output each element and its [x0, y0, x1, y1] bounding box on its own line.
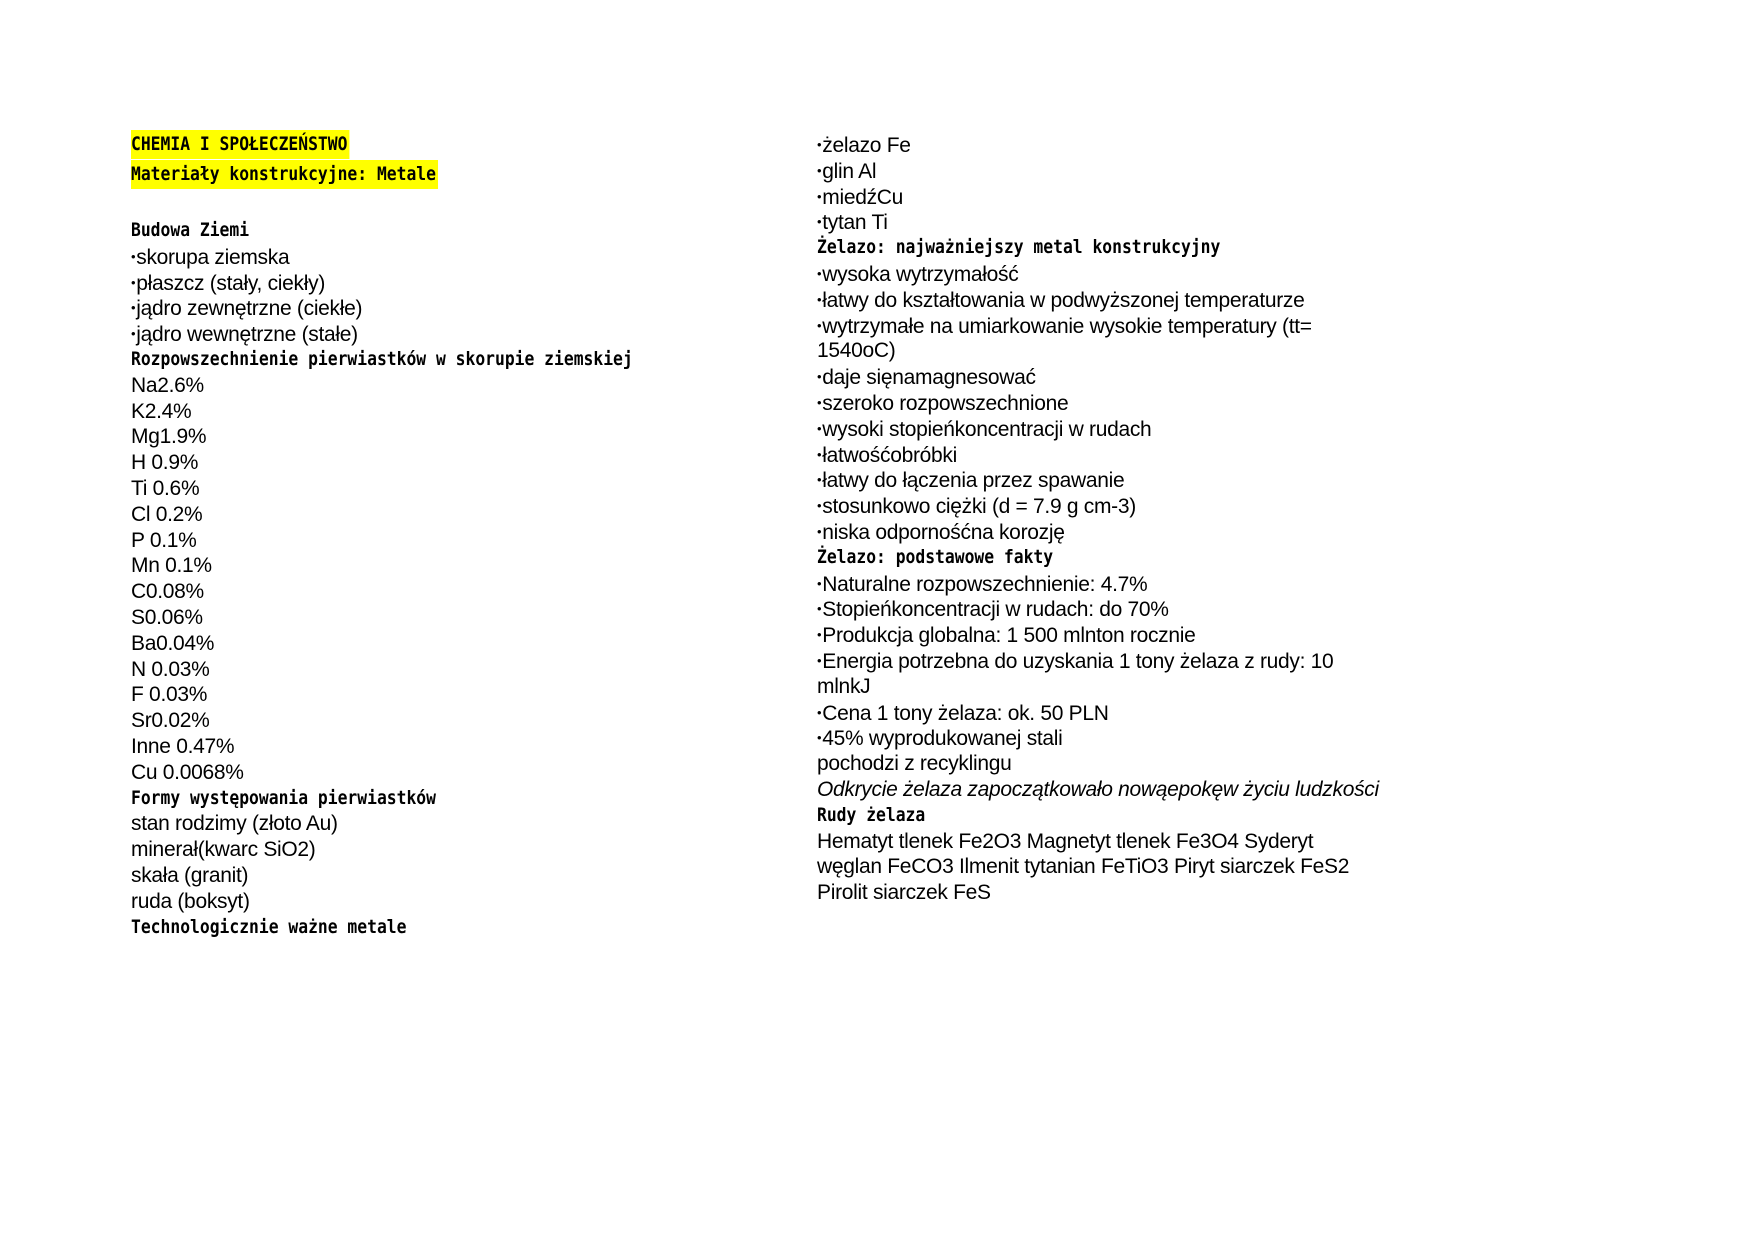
title-line-2-wrap [131, 160, 771, 190]
document-title: CHEMIA I SPOŁECZEŃSTWO [131, 130, 349, 159]
abundance-item: P 0.1% [131, 528, 197, 552]
fact-item: • Produkcja globalna: 1 500 mlnton rocznie [817, 622, 1457, 648]
fact-item: • Naturalne rozpowszechnienie: 4.7% [817, 571, 1457, 597]
fact-item: • Cena 1 tony żelaza: ok. 50 PLN [817, 700, 1457, 726]
abundance-item: C0.08% [131, 580, 204, 604]
spacer [131, 190, 771, 218]
ores-line: Pirolit siarczek FeS [817, 881, 991, 905]
fact-item-continuation: mlnkJ [817, 674, 871, 698]
abundance-item: Cl 0.2% [131, 502, 203, 526]
section-heading-ores: Rudy żelaza [817, 803, 926, 826]
discovery-note: Odkrycie żelaza zapoczątkowało nowąepokęw życiu ludzkości [817, 777, 1379, 801]
abundance-item: Sr0.02% [131, 709, 210, 733]
fact-item: • Energia potrzebna do uzyskania 1 tony żelaza z rudy: 10 [817, 648, 1457, 674]
abundance-item: S0.06% [131, 605, 203, 629]
section-heading-tech-metals: Technologicznie ważne metale [131, 915, 407, 938]
abundance-item: Na2.6% [131, 373, 204, 397]
iron-property: • niska odpornośćna korozję [817, 519, 1457, 545]
metal-item: • glin Al [817, 158, 1457, 184]
abundance-item: Inne 0.47% [131, 734, 235, 758]
abundance-item: Ti 0.6% [131, 476, 200, 500]
abundance-item: K2.4% [131, 399, 192, 423]
abundance-item: Mg1.9% [131, 425, 207, 449]
metal-item: • tytan Ti [817, 209, 1457, 235]
abundance-item: H 0.9% [131, 451, 199, 475]
iron-property-continuation: 1540oC) [817, 339, 896, 363]
iron-property: • daje sięnamagnesować [817, 364, 1457, 390]
fact-item: • Stopieńkoncentracji w rudach: do 70% [817, 596, 1457, 622]
abundance-item: Cu 0.0068% [131, 760, 244, 784]
list-item: • jądro zewnętrzne (ciekłe) [131, 295, 771, 321]
list-item: • jądro wewnętrzne (stałe) [131, 321, 771, 347]
forms-item: ruda (boksyt) [131, 889, 250, 913]
iron-property: • łatwy do łączenia przez spawanie [817, 467, 1457, 493]
iron-property: • wytrzymałe na umiarkowanie wysokie temperatury (tt= [817, 313, 1457, 339]
abundance-item: N 0.03% [131, 657, 210, 681]
document-subtitle: Materiały konstrukcyjne: Metale [131, 160, 438, 189]
iron-property: • łatwy do kształtowania w podwyższonej temperaturze [817, 287, 1457, 313]
right-column [817, 132, 1457, 906]
section-heading-forms: Formy występowania pierwiastków [131, 786, 436, 809]
section-heading-budowa: Budowa Ziemi [131, 219, 250, 241]
abundance-item: Ba0.04% [131, 631, 215, 655]
fact-item: • 45% wyprodukowanej stali [817, 725, 1457, 751]
section-heading-facts: Żelazo: podstawowe fakty [817, 545, 1054, 568]
title-line-1-wrap [131, 130, 771, 160]
forms-item: skała (granit) [131, 863, 249, 887]
section-heading-abundance: Rozpowszechnienie pierwiastków w skorupie ziemskiej [131, 347, 633, 370]
ores-line: węglan FeCO3 Ilmenit tytanian FeTiO3 Piryt siarczek FeS2 [817, 855, 1350, 879]
iron-property: • stosunkowo ciężki (d = 7.9 g cm-3) [817, 493, 1457, 519]
abundance-item: F 0.03% [131, 683, 208, 707]
fact-item-continuation: pochodzi z recyklingu [817, 752, 1012, 776]
iron-property: • łatwośćobróbki [817, 442, 1457, 468]
iron-property: • wysoki stopieńkoncentracji w rudach [817, 416, 1457, 442]
section-heading-iron: Żelazo: najważniejszy metal konstrukcyjny [817, 236, 1221, 259]
list-item: • płaszcz (stały, ciekły) [131, 270, 771, 296]
list-item: • skorupa ziemska [131, 244, 771, 270]
forms-item: stan rodzimy (złoto Au) [131, 812, 338, 836]
metal-item: • żelazo Fe [817, 132, 1457, 158]
metal-item: • miedźCu [817, 184, 1457, 210]
iron-property: • wysoka wytrzymałość [817, 261, 1457, 287]
left-column [131, 130, 771, 940]
ores-line: Hematyt tlenek Fe2O3 Magnetyt tlenek Fe3O4 Syderyt [817, 829, 1314, 853]
forms-item: minerał(kwarc SiO2) [131, 838, 316, 862]
iron-property: • szeroko rozpowszechnione [817, 390, 1457, 416]
abundance-item: Mn 0.1% [131, 554, 212, 578]
